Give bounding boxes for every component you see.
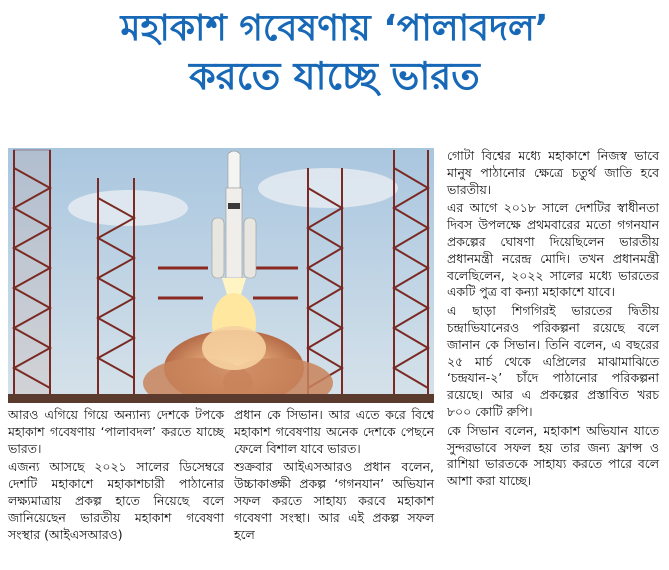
headline <box>0 8 669 99</box>
paragraph: প্রধান কে সিভান। আর এতে করে বিশ্বে মহাকাশ গবেষণায় অনেক দেশকে পেছনে ফেলে বিশাল যাবে ভারত। <box>234 407 434 456</box>
article-column-right <box>447 148 659 492</box>
article-column-middle <box>234 407 434 545</box>
paragraph: এর আগে ২০১৮ সালে দেশটির স্বাধীনতা দিবস উপলক্ষে প্রথমবারের মতো গগনযান প্রকল্পের ঘোষণা দিয়েছিলেন ভারতীয় প্রধানমন্ত্রী নরেন্দ্র মোদি। তখন প্রধানমন্ত্রী বলেছিলেন, ২০২২ সালের মধ্যে ভারতের একটি পুত্র বা কন্যা মহাকাশে যাবে। <box>447 200 659 300</box>
paragraph: আরও এগিয়ে গিয়ে অন্যান্য দেশকে টপকে মহাকাশ গবেষণায় ‘পালাবদল’ করতে যাচ্ছে ভারত। <box>8 407 224 456</box>
headline-line-1: মহাকাশ গবেষণায় ‘পালাবদল’ <box>120 8 549 49</box>
rocket-launch-photo <box>8 148 434 403</box>
article-column-left <box>8 407 224 545</box>
headline-line-2: করতে যাচ্ছে ভারত <box>189 54 480 99</box>
paragraph: শুক্রবার আইএসআরও প্রধান বলেন, উচ্চাকাঙ্ক্ষী প্রকল্প ‘গগনযান’ অভিযান সফল করতে সাহায্য করবে মহাকাশ গবেষণা সংস্থা। আর এই প্রকল্প সফল হলে <box>234 459 434 542</box>
paragraph: এজন্য আসছে ২০২১ সালের ডিসেম্বরে দেশটি মহাকাশে মহাকাশচারী পাঠানোর লক্ষ্যমাত্রায় প্রকল্প হাতে নিয়েছে বলে জানিয়েছেন ভারতীয় মহাকাশ গবেষণা সংস্থার (আইএসআরও) <box>8 459 224 542</box>
paragraph: গোটা বিশ্বের মধ্যে মহাকাশে নিজস্ব ভাবে মানুষ পাঠানোর ক্ষেত্রে চতুর্থ জাতি হবে ভারতীয়। <box>447 148 659 197</box>
paragraph: কে সিভান বলেন, মহাকাশ অভিযান যাতে সুন্দরভাবে সফল হয় তার জন্য ফ্রান্স ও রাশিয়া ভারতকে সাহায্য করতে পারে বলে আশা করা যাচ্ছে। <box>447 422 659 489</box>
paragraph: এ ছাড়া শিগগিরই ভারতের দ্বিতীয় চন্দ্রাভিযানেরও পরিকল্পনা রয়েছে বলে জানান কে সিভান। তিনি বলেন, এ বছরের ২৫ মার্চ থেকে এপ্রিলের মাঝামাঝিতে ‘চন্দ্রযান-২’ চাঁদে পাঠানোর পরিকল্পনা রয়েছে। আর এ প্রকল্পের প্রস্তাবিত খরচ ৮০০ কোটি রুপি। <box>447 303 659 419</box>
